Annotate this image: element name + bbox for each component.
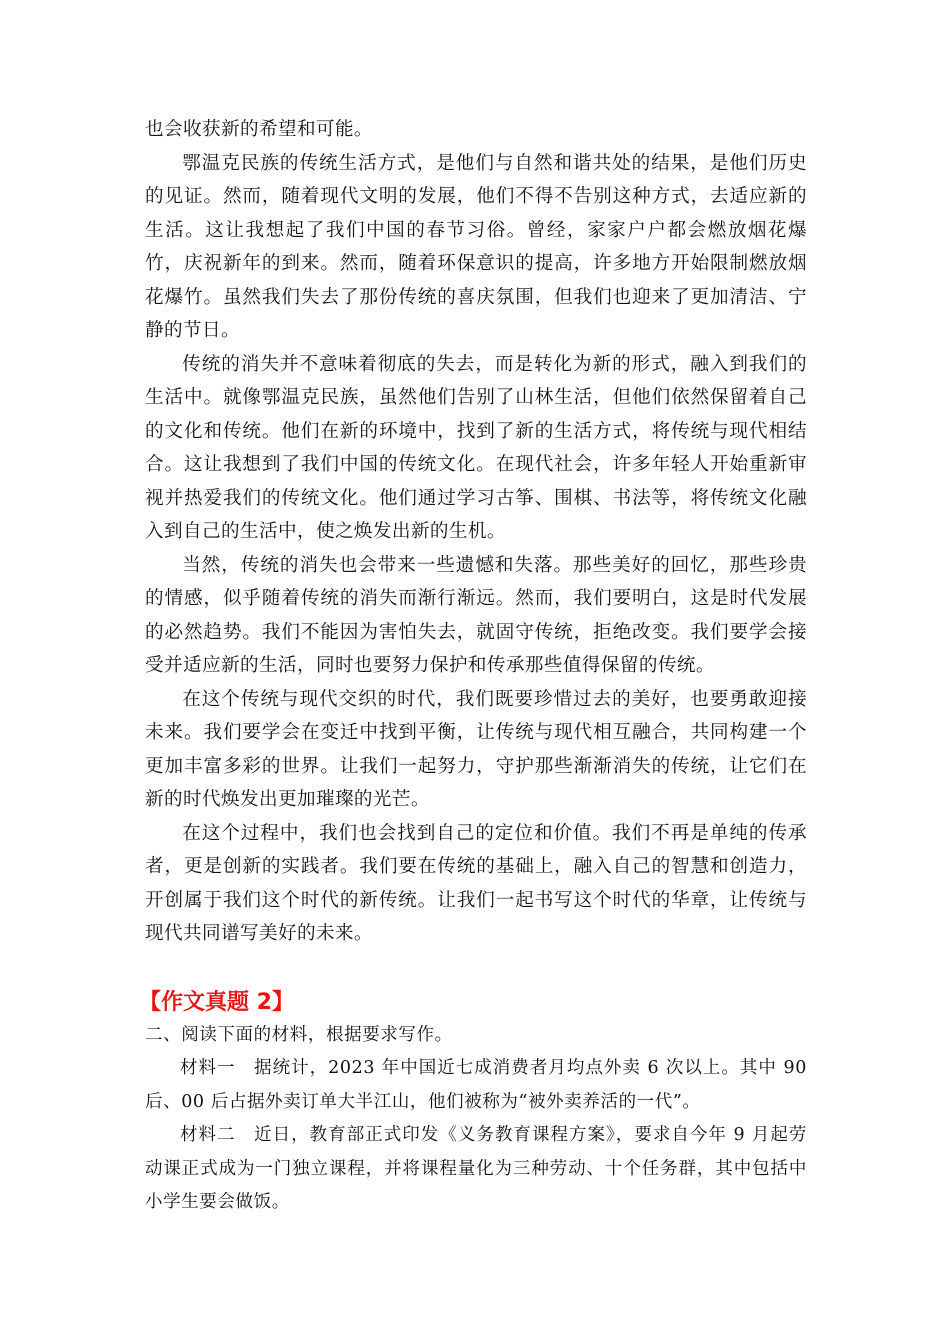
- model-essay-continuation: [145, 113, 807, 951]
- essay-paragraph: 也会收获新的希望和可能。: [145, 119, 373, 140]
- essay-paragraph: 传统的消失并不意味着彻底的失去，而是转化为新的形式，融入到我们的生活中。就像鄂温克民族，虽然他们告别了山林生活，但他们依然保留着自己的文化和传统。他们在新的环境中，找到了新的生活方式，将传统与现代相结合。这让我想到了我们中国的传统文化。在现代社会，许多年轻人开始重新审视并热爱我们的传统文化。他们通过学习古筝、围棋、书法等，将传统文化融入到自己的生活中，使之焕发出新的生机。: [145, 353, 807, 542]
- material-one: 材料一 据统计，2023 年中国近七成消费者月均点外卖 6 次以上。其中 90 后、00 后占据外卖订单大半江山，他们被称为“被外卖养活的一代”。: [145, 1058, 807, 1112]
- essay-paragraph: 在这个传统与现代交织的时代，我们既要珍惜过去的美好，也要勇敢迎接未来。我们要学会在变迁中找到平衡，让传统与现代相互融合，共同构建一个更加丰富多彩的世界。让我们一起努力，守护那些渐渐消失的传统，让它们在新的时代焕发出更加璀璨的光芒。: [145, 688, 807, 810]
- essay-paragraph: 当然，传统的消失也会带来一些遗憾和失落。那些美好的回忆，那些珍贵的情感，似乎随着传统的消失而渐行渐远。然而，我们要明白，这是时代发展的必然趋势。我们不能因为害怕失去，就固守传统，拒绝改变。我们要学会接受并适应新的生活，同时也要努力保护和传承那些值得保留的传统。: [145, 554, 807, 676]
- material-two: 材料二 近日，教育部正式印发《义务教育课程方案》，要求自今年 9 月起劳动课正式成为一门独立课程，并将课程量化为三种劳动、十个任务群，其中包括中小学生要会做饭。: [145, 1125, 807, 1212]
- essay-paragraph: 鄂温克民族的传统生活方式，是他们与自然和谐共处的结果，是他们历史的见证。然而，随着现代文明的发展，他们不得不告别这种方式，去适应新的生活。这让我想起了我们中国的春节习俗。曾经，家家户户都会燃放烟花爆竹，庆祝新年的到来。然而，随着环保意识的提高，许多地方开始限制燃放烟花爆竹。虽然我们失去了那份传统的喜庆氛围，但我们也迎来了更加清洁、宁静的节日。: [145, 152, 807, 341]
- essay-paragraph: 在这个过程中，我们也会找到自己的定位和价值。我们不再是单纯的传承者，更是创新的实践者。我们要在传统的基础上，融入自己的智慧和创造力，开创属于我们这个时代的新传统。让我们一起书写这个时代的华章，让传统与现代共同谱写美好的未来。: [145, 822, 807, 944]
- writing-question: [145, 1019, 807, 1220]
- document-page: [139, 113, 807, 1220]
- question-instruction: 二、阅读下面的材料，根据要求写作。: [145, 1024, 453, 1045]
- section-heading: 【作文真题 2】: [139, 989, 294, 1015]
